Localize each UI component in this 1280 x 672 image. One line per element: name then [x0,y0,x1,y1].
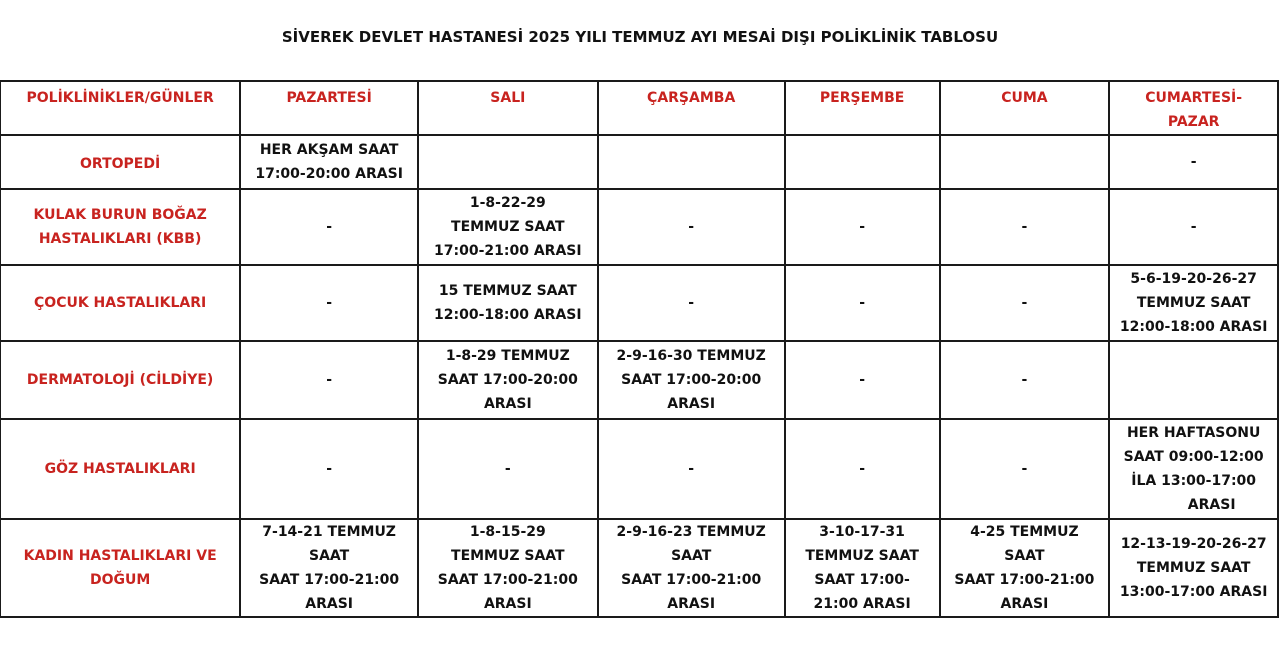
table-row [0,135,1278,189]
cell-kadin-wednesday: 2-9-16-23 TEMMUZ SAAT SAAT 17:00-21:00 ARASI [598,519,785,617]
cell-kadin-weekend: 12-13-19-20-26-27 TEMMUZ SAAT 13:00-17:00 ARASI [1109,519,1278,617]
cell-kadin-friday: 4-25 TEMMUZ SAAT SAAT 17:00-21:00 ARASI [940,519,1110,617]
cell-cocuk-wednesday: - [598,265,785,341]
cell-kadin-tuesday: 1-8-15-29 TEMMUZ SAAT SAAT 17:00-21:00 ARASI [418,519,598,617]
cell-kbb-monday: - [240,189,418,265]
cell-dermatoloji-wednesday: 2-9-16-30 TEMMUZ SAAT 17:00-20:00 ARASI [598,341,785,419]
cell-dermatoloji-friday: - [940,341,1110,419]
row-label-dermatoloji: DERMATOLOJİ (CİLDİYE) [0,341,240,419]
cell-dermatoloji-monday: - [240,341,418,419]
page-title: SİVEREK DEVLET HASTANESİ 2025 YILI TEMMUZ AYI MESAİ DIŞI POLİKLİNİK TABLOSU [281,28,999,46]
cell-goz-wednesday: - [598,419,785,519]
row-label-kadin: KADIN HASTALIKLARI VE DOĞUM [0,519,240,617]
cell-goz-tuesday: - [418,419,598,519]
cell-dermatoloji-weekend [1109,341,1278,419]
cell-kbb-friday: - [940,189,1110,265]
table-row [0,341,1278,419]
header-cell-monday: PAZARTESİ [240,81,418,135]
row-label-ortopedi: ORTOPEDİ [0,135,240,189]
cell-goz-monday: - [240,419,418,519]
cell-dermatoloji-thursday: - [785,341,940,419]
cell-ortopedi-weekend: - [1109,135,1278,189]
cell-kbb-thursday: - [785,189,940,265]
cell-cocuk-weekend: 5-6-19-20-26-27 TEMMUZ SAAT 12:00-18:00 ARASI [1109,265,1278,341]
cell-dermatoloji-tuesday: 1-8-29 TEMMUZ SAAT 17:00-20:00 ARASI [418,341,598,419]
cell-ortopedi-tuesday [418,135,598,189]
header-cell-weekend: CUMARTESİ- PAZAR [1109,81,1278,135]
cell-kadin-monday: 7-14-21 TEMMUZ SAAT SAAT 17:00-21:00 ARASI [240,519,418,617]
cell-kadin-thursday: 3-10-17-31 TEMMUZ SAAT SAAT 17:00- 21:00 ARASI [785,519,940,617]
row-label-kbb: KULAK BURUN BOĞAZ HASTALIKLARI (KBB) [0,189,240,265]
cell-cocuk-monday: - [240,265,418,341]
table-row [0,265,1278,341]
cell-goz-weekend: HER HAFTASONU SAAT 09:00-12:00 İLA 13:00-17:00 ARASI [1109,419,1278,519]
cell-goz-thursday: - [785,419,940,519]
header-cell-polyclinics: POLİKLİNİKLER/GÜNLER [0,81,240,135]
cell-kbb-weekend: - [1109,189,1278,265]
cell-cocuk-friday: - [940,265,1110,341]
cell-cocuk-tuesday: 15 TEMMUZ SAAT 12:00-18:00 ARASI [418,265,598,341]
header-cell-wednesday: ÇARŞAMBA [598,81,785,135]
header-cell-tuesday: SALI [418,81,598,135]
cell-ortopedi-thursday [785,135,940,189]
cell-ortopedi-wednesday [598,135,785,189]
cell-kbb-tuesday: 1-8-22-29 TEMMUZ SAAT 17:00-21:00 ARASI [418,189,598,265]
table-row [0,189,1278,265]
header-cell-friday: CUMA [940,81,1110,135]
table-row [0,419,1278,519]
cell-kbb-wednesday: - [598,189,785,265]
header-row [0,81,1278,135]
cell-ortopedi-friday [940,135,1110,189]
cell-goz-friday: - [940,419,1110,519]
cell-ortopedi-monday: HER AKŞAM SAAT 17:00-20:00 ARASI [240,135,418,189]
cell-cocuk-thursday: - [785,265,940,341]
schedule-table [0,80,1279,618]
header-cell-thursday: PERŞEMBE [785,81,940,135]
row-label-goz: GÖZ HASTALIKLARI [0,419,240,519]
table-row [0,519,1278,617]
row-label-cocuk: ÇOCUK HASTALIKLARI [0,265,240,341]
